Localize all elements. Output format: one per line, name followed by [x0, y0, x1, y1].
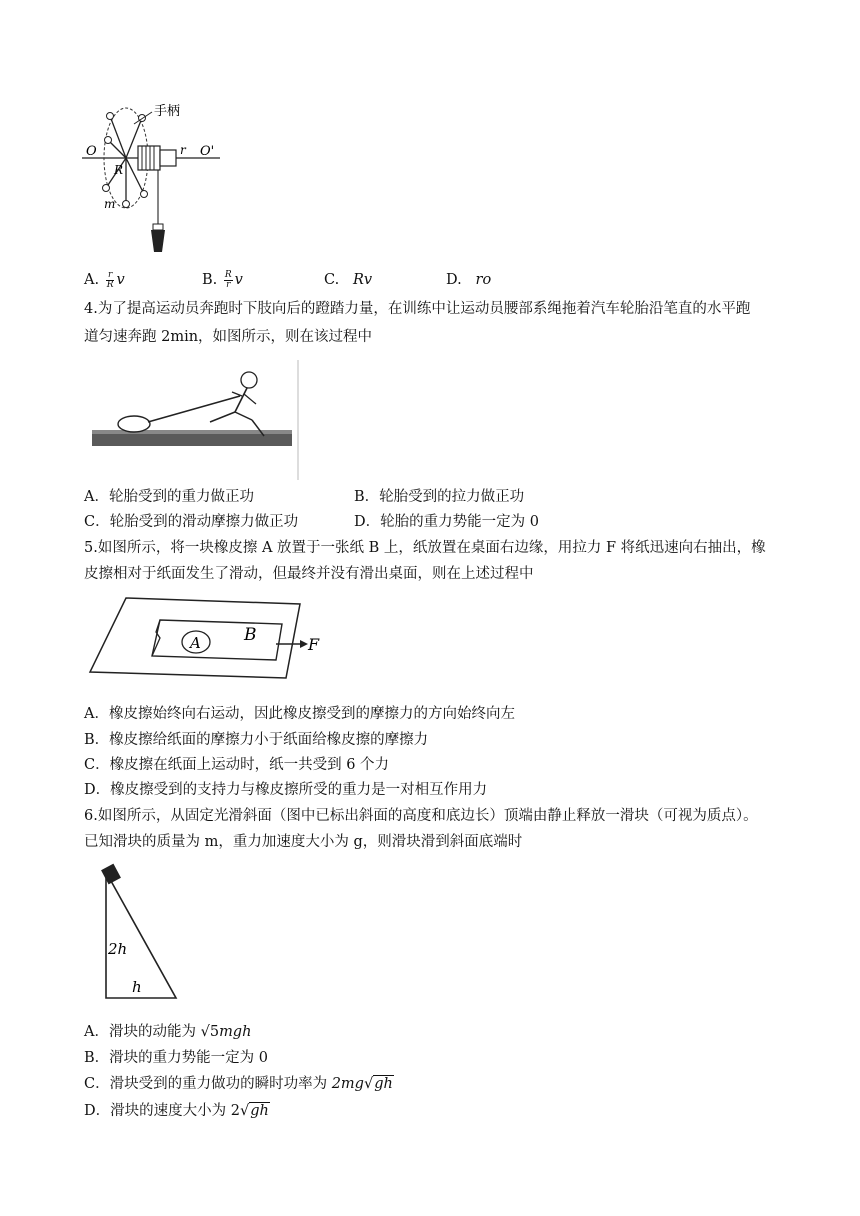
- q6-option-d: D．滑块的速度大小为 2√gh: [84, 1103, 269, 1119]
- axis-label-o: O: [86, 144, 97, 159]
- q6-option-c: C．滑块受到的重力做功的瞬时功率为 2mg√gh: [84, 1076, 393, 1092]
- q4-option-c: C．轮胎受到的滑动摩擦力做正功: [84, 514, 299, 530]
- q6-option-a: A．滑块的动能为 √5mgh: [84, 1024, 252, 1040]
- q6-stem-line1: 6.如图所示，从固定光滑斜面（图中已标出斜面的高度和底边长）顶端由静止释放一滑块（可视为质点）。: [84, 808, 758, 824]
- q6-stem-line2: 已知滑块的质量为 m，重力加速度大小为 g，则滑块滑到斜面底端时: [84, 834, 523, 850]
- paper-label-b: B: [244, 625, 257, 645]
- mass-label: m: [104, 197, 116, 211]
- eraser-label-a: A: [190, 634, 201, 652]
- q3-option-c: C. Rv: [324, 272, 373, 288]
- q4-option-d: D．轮胎的重力势能一定为 0: [354, 514, 539, 530]
- q4-stem-line1: 4.为了提高运动员奔跑时下肢向后的蹬踏力量，在训练中让运动员腰部系绳拖着汽车轮胎沿笔直的水平跑: [84, 301, 751, 317]
- q5-option-c: C．橡皮擦在纸面上运动时，纸一共受到 6 个力: [84, 757, 390, 773]
- q3-option-a: A. $\frac{r}{R}$ v: [84, 269, 125, 290]
- q6-option-b: B．滑块的重力势能一定为 0: [84, 1050, 268, 1066]
- incline-figure: [96, 862, 196, 1007]
- base-label: h: [132, 978, 142, 996]
- radius-big-label: R: [114, 163, 124, 177]
- q5-stem-line2: 皮擦相对于纸面发生了滑动，但最终并没有滑出桌面，则在上述过程中: [84, 566, 534, 582]
- q3-option-b: B. $\frac{R}{r}$ v: [202, 269, 243, 290]
- axis-label-o-prime: O': [200, 144, 215, 159]
- q4-option-a: A．轮胎受到的重力做正功: [84, 489, 254, 505]
- eraser-paper-figure: [86, 592, 336, 692]
- radius-small-label: r: [180, 143, 186, 157]
- runner-tire-figure: [92, 360, 307, 482]
- height-label: 2h: [108, 940, 128, 958]
- q4-option-b: B．轮胎受到的拉力做正功: [354, 489, 525, 505]
- q4-stem-line2: 道匀速奔跑 2min，如图所示，则在该过程中: [84, 329, 373, 345]
- q5-option-b: B．橡皮擦给纸面的摩擦力小于纸面给橡皮擦的摩擦力: [84, 732, 429, 748]
- q5-option-a: A．橡皮擦始终向右运动，因此橡皮擦受到的摩擦力的方向始终向左: [84, 706, 515, 722]
- handle-label: 手柄: [154, 104, 181, 119]
- wheel-axle-figure: [82, 100, 232, 265]
- q5-stem-line1: 5.如图所示，将一块橡皮擦 A 放置于一张纸 B 上，纸放置在桌面右边缘，用拉力 F 将纸迅速向右抽出，橡: [84, 540, 766, 556]
- q3-option-d: D. ro: [446, 272, 492, 288]
- q5-option-d: D．橡皮擦受到的支持力与橡皮擦所受的重力是一对相互作用力: [84, 782, 488, 798]
- force-label-f: F: [308, 635, 320, 654]
